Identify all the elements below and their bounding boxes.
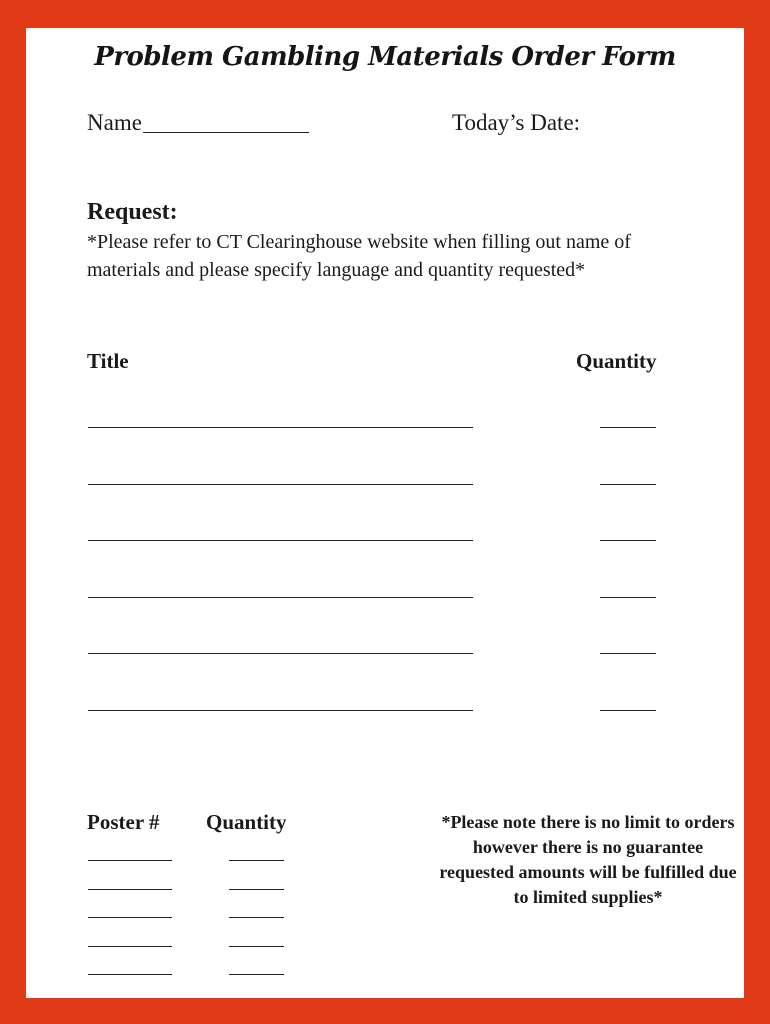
poster-number-field[interactable] bbox=[88, 860, 172, 861]
material-quantity-field[interactable] bbox=[600, 484, 656, 485]
poster-quantity-field[interactable] bbox=[229, 974, 284, 975]
poster-quantity-header: Quantity bbox=[206, 810, 287, 834]
request-heading: Request: bbox=[87, 199, 178, 225]
material-quantity-field[interactable] bbox=[600, 653, 656, 654]
poster-quantity-field[interactable] bbox=[229, 860, 284, 861]
date-label: Today’s Date: bbox=[452, 110, 581, 135]
order-form-sheet bbox=[26, 28, 744, 998]
poster-quantity-field[interactable] bbox=[229, 917, 284, 918]
material-title-field[interactable] bbox=[88, 653, 473, 654]
poster-number-field[interactable] bbox=[88, 946, 172, 947]
name-label: Name bbox=[87, 110, 142, 135]
material-quantity-field[interactable] bbox=[600, 597, 656, 598]
poster-number-field[interactable] bbox=[88, 974, 172, 975]
quantity-column-header: Quantity bbox=[576, 349, 657, 373]
material-title-field[interactable] bbox=[88, 710, 473, 711]
title-column-header: Title bbox=[87, 349, 129, 373]
material-title-field[interactable] bbox=[88, 597, 473, 598]
form-title: Problem Gambling Materials Order Form bbox=[94, 42, 676, 72]
poster-number-field[interactable] bbox=[88, 917, 172, 918]
name-field[interactable] bbox=[143, 132, 309, 133]
poster-quantity-field[interactable] bbox=[229, 946, 284, 947]
poster-quantity-field[interactable] bbox=[229, 889, 284, 890]
request-instruction: *Please refer to CT Clearinghouse website when filling out name of materials and please specify language and quantity requested* bbox=[87, 231, 631, 281]
material-quantity-field[interactable] bbox=[600, 427, 656, 428]
poster-number-field[interactable] bbox=[88, 889, 172, 890]
material-title-field[interactable] bbox=[88, 427, 473, 428]
material-quantity-field[interactable] bbox=[600, 540, 656, 541]
poster-number-header: Poster # bbox=[87, 810, 160, 834]
material-title-field[interactable] bbox=[88, 540, 473, 541]
material-quantity-field[interactable] bbox=[600, 710, 656, 711]
supply-limit-note: *Please note there is no limit to orders however there is no guarantee requested amounts will be fulfilled due to limited supplies* bbox=[439, 812, 737, 907]
material-title-field[interactable] bbox=[88, 484, 473, 485]
